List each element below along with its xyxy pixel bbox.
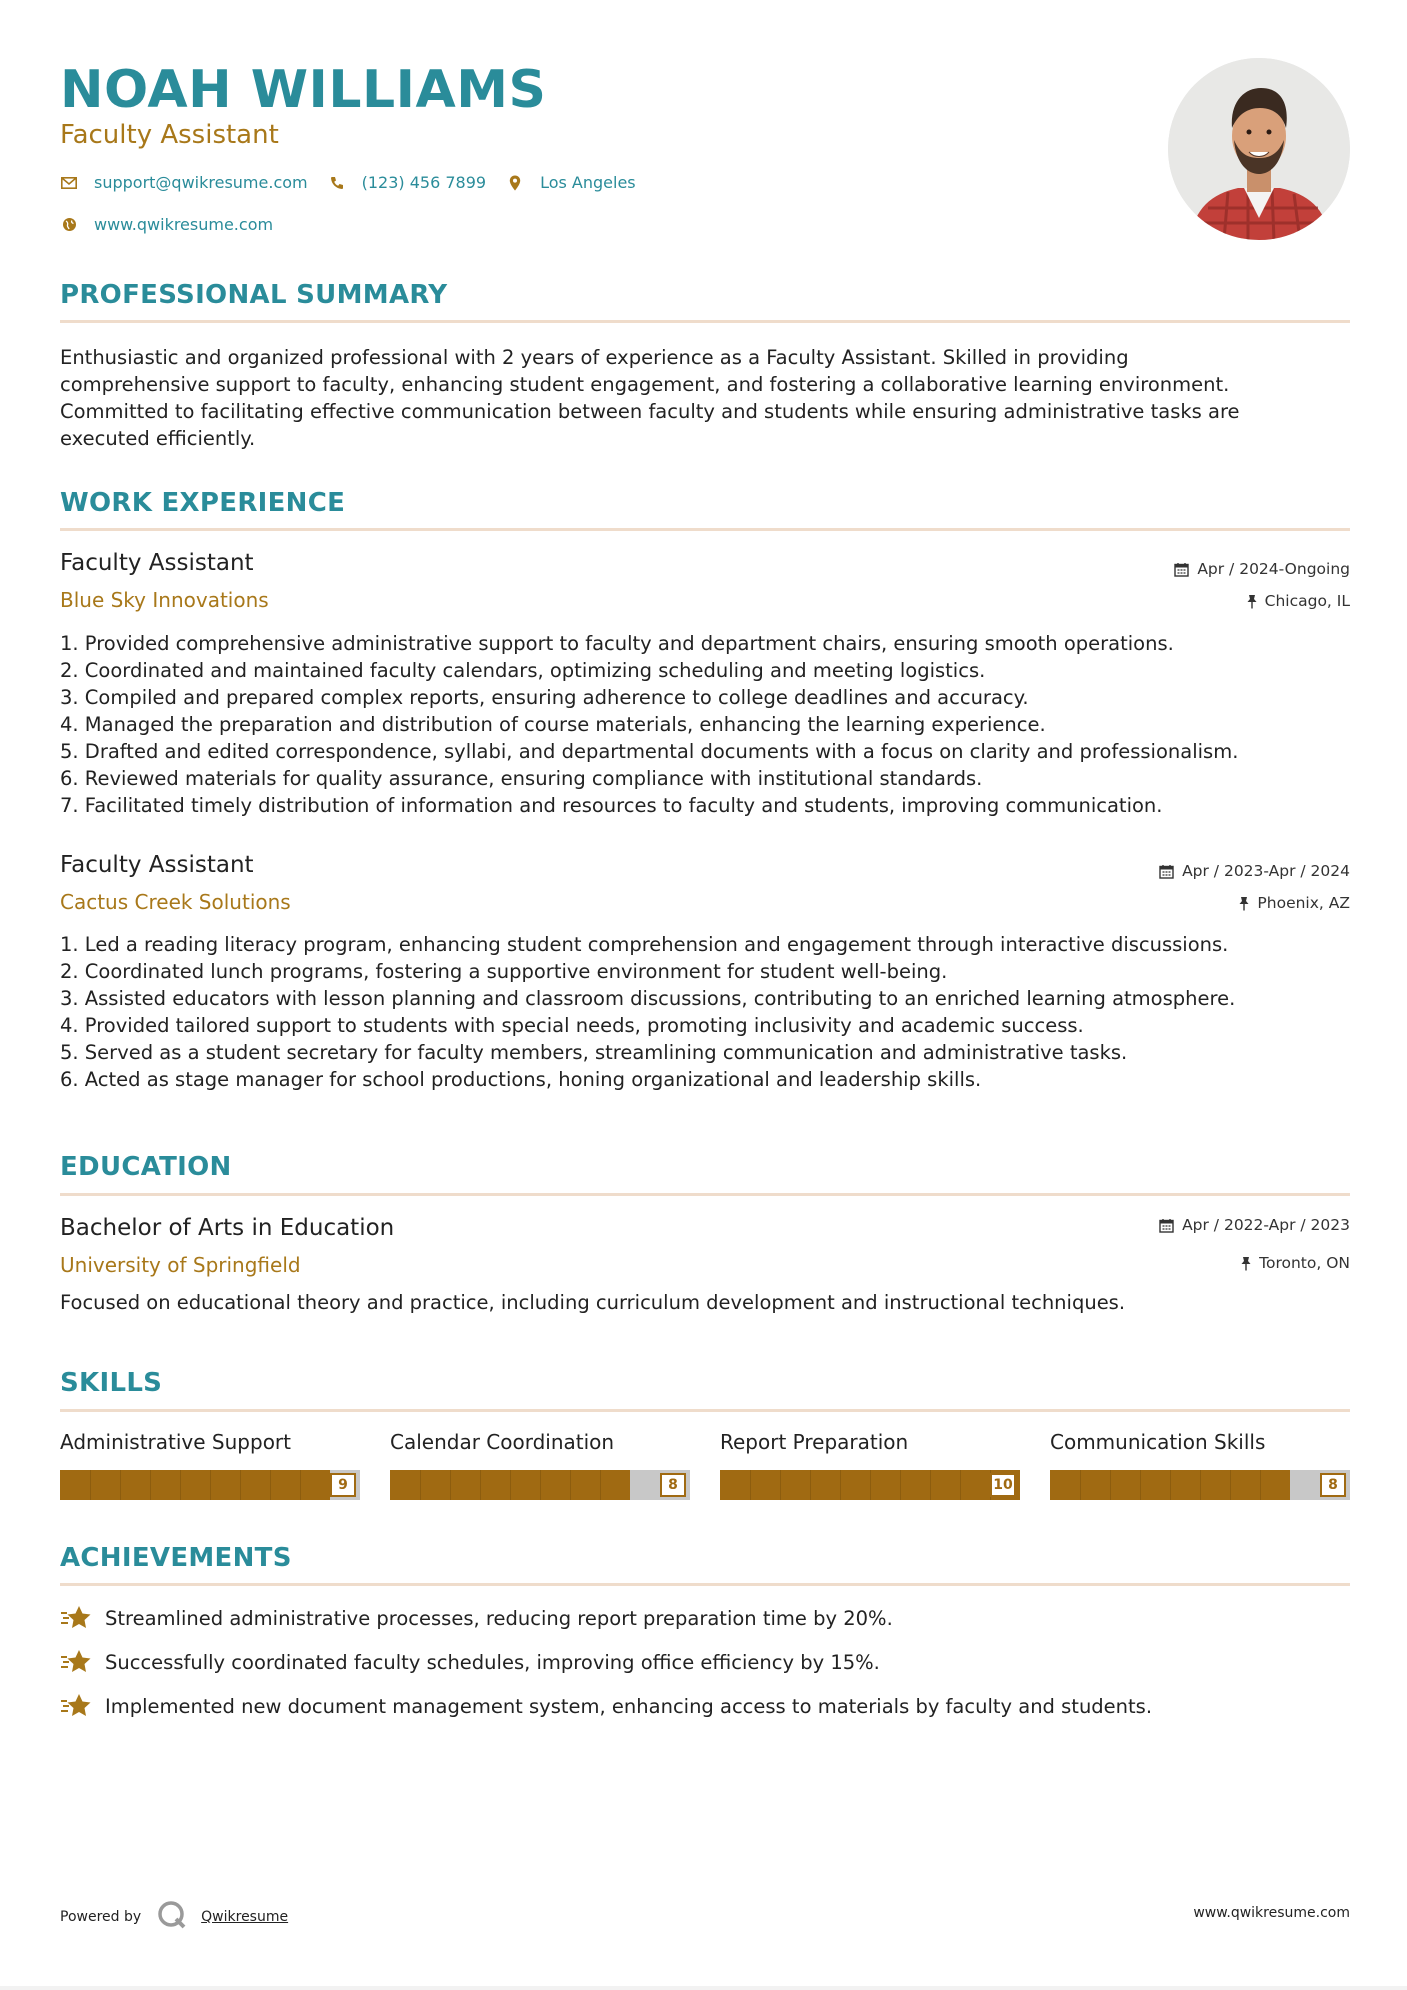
skill-item: [390, 1430, 690, 1500]
skill-segment: [1140, 1470, 1141, 1500]
job-location: [1239, 894, 1350, 912]
resume-page: [60, 0, 1350, 1990]
skill-fill: [390, 1470, 630, 1500]
skill-segment: [300, 1470, 301, 1500]
qwikresume-link[interactable]: Qwikresume: [201, 1909, 289, 1925]
skill-level: 8: [660, 1473, 686, 1497]
list-item: 3. Compiled and prepared complex reports, ensuring adherence to college deadlines and accuracy.: [60, 686, 1029, 709]
job-dates: [1174, 560, 1350, 578]
skill-bar: [60, 1470, 360, 1500]
achievements-divider: [60, 1583, 1350, 1586]
skill-segment: [270, 1470, 271, 1500]
skill-segment: [450, 1470, 451, 1500]
skill-fill: [60, 1470, 330, 1500]
skill-segment: [810, 1470, 811, 1500]
degree-title: Bachelor of Arts in Education: [60, 1215, 395, 1241]
summary-text: [60, 344, 1350, 452]
education-dates: [1159, 1216, 1350, 1234]
company-name: Cactus Creek Solutions: [60, 890, 291, 914]
skill-segment: [1260, 1470, 1261, 1500]
envelope-icon: [60, 174, 78, 192]
skill-fill: [1050, 1470, 1290, 1500]
skill-segment: [840, 1470, 841, 1500]
calendar-icon: [1159, 864, 1174, 879]
candidate-name: NOAH WILLIAMS: [60, 60, 547, 120]
job-title: Faculty Assistant: [60, 852, 254, 878]
skill-segment: [240, 1470, 241, 1500]
star-icon: [60, 1604, 92, 1632]
phone-icon: [328, 174, 346, 192]
profile-photo: [1168, 58, 1350, 240]
skill-segment: [570, 1470, 571, 1500]
education-dates-text: Apr / 2022-Apr / 2023: [1182, 1216, 1350, 1234]
star-icon: [60, 1648, 92, 1676]
job-dates-text: Apr / 2024-Ongoing: [1197, 560, 1350, 578]
job-location-text: Chicago, IL: [1264, 592, 1350, 610]
list-item: 4. Managed the preparation and distribution of course materials, enhancing the learning experience.: [60, 713, 1046, 736]
achievement-item: [60, 1648, 880, 1676]
skill-fill: [720, 1470, 1020, 1500]
footer-powered-by: [60, 1900, 288, 1934]
job-dates-text: Apr / 2023-Apr / 2024: [1182, 862, 1350, 880]
experience-heading: WORK EXPERIENCE: [60, 488, 346, 518]
skill-segment: [1200, 1470, 1201, 1500]
skill-segment: [870, 1470, 871, 1500]
job-dates: [1159, 862, 1350, 880]
list-item: 4. Provided tailored support to students with special needs, promoting inclusivity and academic success.: [60, 1014, 1084, 1037]
list-item: 5. Drafted and edited correspondence, syllabi, and departmental documents with a focus on clarity and professionalism.: [60, 740, 1239, 763]
list-item: 6. Reviewed materials for quality assurance, ensuring compliance with institutional standards.: [60, 767, 983, 790]
skill-segment: [1230, 1470, 1231, 1500]
location-text: Los Angeles: [540, 173, 636, 192]
job-location-text: Phoenix, AZ: [1257, 894, 1350, 912]
skill-level: 10: [990, 1473, 1016, 1497]
skill-item: [60, 1430, 360, 1500]
job-location: [1247, 592, 1350, 610]
achievement-item: [60, 1692, 1152, 1720]
skill-name: Administrative Support: [60, 1430, 291, 1454]
summary-line: Enthusiastic and organized professional with 2 years of experience as a Faculty Assistant. Skilled in providing: [60, 346, 1129, 369]
company-name: Blue Sky Innovations: [60, 588, 269, 612]
education-divider: [60, 1193, 1350, 1196]
summary-line: executed efficiently.: [60, 427, 256, 450]
star-icon: [60, 1692, 92, 1720]
footer-url[interactable]: www.qwikresume.com: [1193, 1905, 1350, 1921]
skill-segment: [120, 1470, 121, 1500]
experience-divider: [60, 528, 1350, 531]
skill-segment: [90, 1470, 91, 1500]
skill-segment: [480, 1470, 481, 1500]
skill-segment: [930, 1470, 931, 1500]
website-row: [60, 215, 293, 234]
skills-heading: SKILLS: [60, 1368, 163, 1398]
education-location-text: Toronto, ON: [1259, 1254, 1350, 1272]
achievement-text: Successfully coordinated faculty schedules, improving office efficiency by 15%.: [105, 1650, 880, 1674]
skill-name: Calendar Coordination: [390, 1430, 615, 1454]
skill-segment: [510, 1470, 511, 1500]
phone-text: (123) 456 7899: [361, 173, 487, 192]
globe-icon: [60, 216, 78, 234]
candidate-title: Faculty Assistant: [60, 120, 279, 150]
skills-divider: [60, 1409, 1350, 1412]
skill-name: Report Preparation: [720, 1430, 909, 1454]
list-item: 1. Provided comprehensive administrative support to faculty and department chairs, ensuring smooth operations.: [60, 632, 1174, 655]
website-link[interactable]: www.qwikresume.com: [94, 215, 274, 234]
skill-segment: [900, 1470, 901, 1500]
skill-segment: [180, 1470, 181, 1500]
powered-by-label: Powered by: [60, 1909, 142, 1925]
calendar-icon: [1174, 562, 1189, 577]
skill-bar: [1050, 1470, 1350, 1500]
summary-divider: [60, 320, 1350, 323]
job-bullets: [60, 630, 1350, 819]
list-item: 3. Assisted educators with lesson planning and classroom discussions, contributing to an enriched learning atmosphere.: [60, 987, 1236, 1010]
pushpin-icon: [1247, 594, 1257, 609]
education-description: Focused on educational theory and practice, including curriculum development and instructional techniques.: [60, 1291, 1126, 1314]
qwikresume-logo-icon: [157, 1900, 187, 1934]
calendar-icon: [1159, 1218, 1174, 1233]
achievement-text: Implemented new document management system, enhancing access to materials by faculty and students.: [105, 1694, 1153, 1718]
achievement-item: [60, 1604, 893, 1632]
summary-line: comprehensive support to faculty, enhancing student engagement, and fostering a collaborative learning environment.: [60, 373, 1230, 396]
map-pin-icon: [506, 174, 524, 192]
education-location: [1241, 1254, 1350, 1272]
skill-segment: [750, 1470, 751, 1500]
skill-segment: [540, 1470, 541, 1500]
skill-segment: [210, 1470, 211, 1500]
contact-row: [60, 173, 656, 192]
skill-segment: [600, 1470, 601, 1500]
skill-segment: [1080, 1470, 1081, 1500]
pushpin-icon: [1241, 1256, 1251, 1271]
school-name: University of Springfield: [60, 1253, 301, 1277]
achievements-heading: ACHIEVEMENTS: [60, 1543, 292, 1573]
job-title: Faculty Assistant: [60, 550, 254, 576]
skill-segment: [150, 1470, 151, 1500]
list-item: 5. Served as a student secretary for faculty members, streamlining communication and administrative tasks.: [60, 1041, 1128, 1064]
skill-segment: [1110, 1470, 1111, 1500]
skill-segment: [780, 1470, 781, 1500]
pushpin-icon: [1239, 896, 1249, 911]
list-item: 2. Coordinated and maintained faculty calendars, optimizing scheduling and meeting logistics.: [60, 659, 986, 682]
skill-item: [1050, 1430, 1350, 1500]
list-item: 7. Facilitated timely distribution of information and resources to faculty and students, improving communication.: [60, 794, 1163, 817]
list-item: 2. Coordinated lunch programs, fostering a supportive environment for student well-being.: [60, 960, 948, 983]
skill-segment: [1170, 1470, 1171, 1500]
skill-level: 8: [1320, 1473, 1346, 1497]
page-bottom-edge: [0, 1986, 1407, 1990]
skill-level: 9: [330, 1473, 356, 1497]
list-item: 1. Led a reading literacy program, enhancing student comprehension and engagement through interactive discussions.: [60, 933, 1229, 956]
skill-segment: [420, 1470, 421, 1500]
skill-item: [720, 1430, 1020, 1500]
skill-name: Communication Skills: [1050, 1430, 1266, 1454]
summary-heading: PROFESSIONAL SUMMARY: [60, 280, 448, 310]
education-heading: EDUCATION: [60, 1152, 232, 1182]
achievement-text: Streamlined administrative processes, reducing report preparation time by 20%.: [105, 1606, 893, 1630]
list-item: 6. Acted as stage manager for school productions, honing organizational and leadership skills.: [60, 1068, 982, 1091]
job-bullets: [60, 931, 1350, 1093]
skill-bar: [720, 1470, 1020, 1500]
email-link[interactable]: support@qwikresume.com: [94, 173, 308, 192]
summary-line: Committed to facilitating effective communication between faculty and students while ensuring administrative tasks are: [60, 400, 1240, 423]
skill-bar: [390, 1470, 690, 1500]
skill-segment: [960, 1470, 961, 1500]
